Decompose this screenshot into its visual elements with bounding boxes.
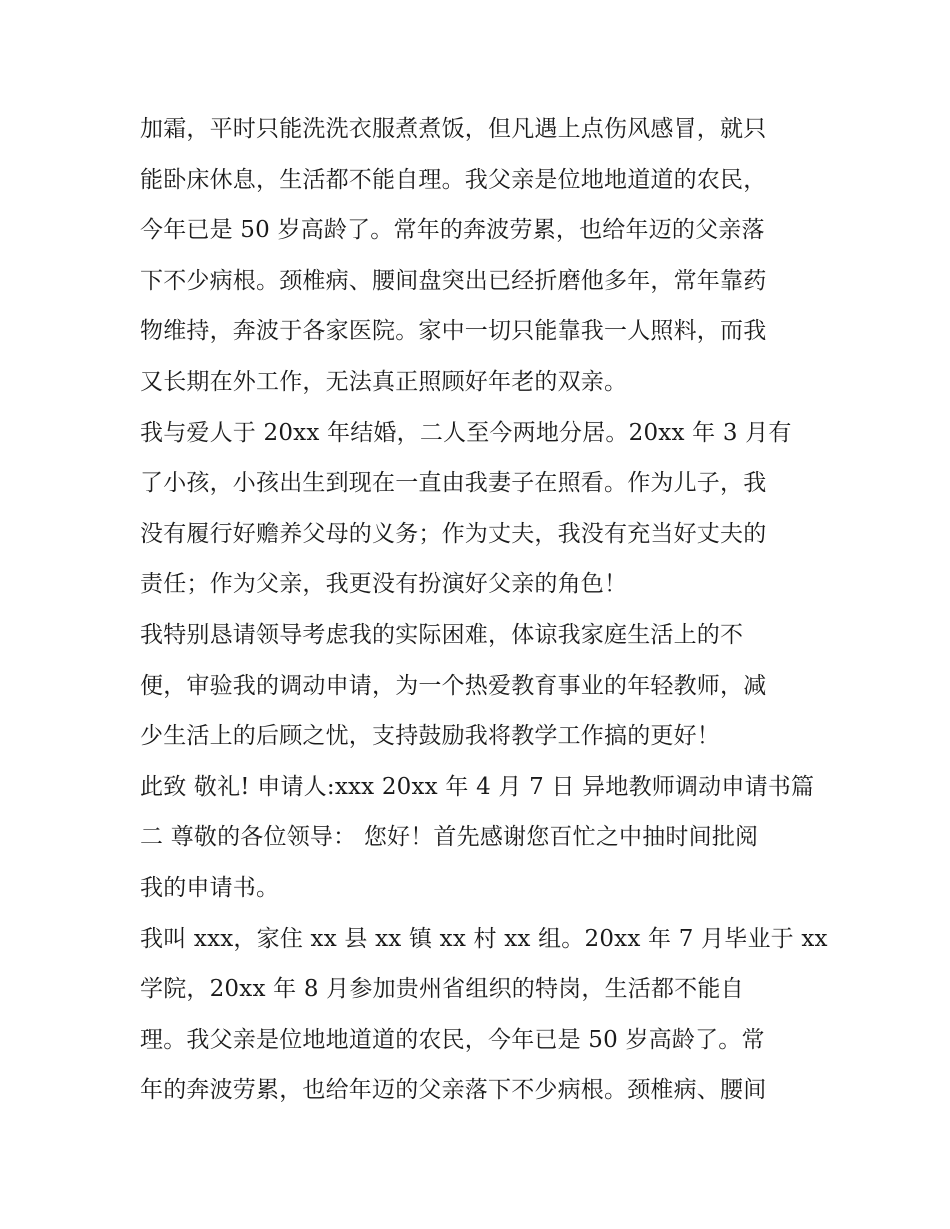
text-line: 没有履行好赡养父母的义务；作为丈夫，我没有充当好丈夫的 xyxy=(140,520,767,547)
text-line: 物维持，奔波于各家医院。家中一切只能靠我一人照料，而我 xyxy=(140,318,767,345)
text-line: 又长期在外工作，无法真正照顾好年老的双亲。 xyxy=(140,368,628,395)
text-line: 能卧床休息，生活都不能自理。我父亲是位地地道道的农民， xyxy=(140,166,767,193)
text-line: 此致 敬礼! 申请人:xxx 20xx 年 4 月 7 日 异地教师调动申请书篇 xyxy=(140,773,815,800)
text-line: 我与爱人于 20xx 年结婚，二人至今两地分居。20xx 年 3 月有 xyxy=(140,419,792,446)
text-line: 责任；作为父亲，我更没有扮演好父亲的角色！ xyxy=(140,571,628,598)
text-line: 二 尊敬的各位领导： 您好！首先感谢您百忙之中抽时间批阅 xyxy=(140,824,759,851)
text-line: 下不少病根。颈椎病、腰间盘突出已经折磨他多年，常年靠药 xyxy=(140,267,767,294)
text-line: 我的申请书。 xyxy=(140,874,280,901)
text-line: 学院，20xx 年 8 月参加贵州省组织的特岗，生活都不能自 xyxy=(140,976,744,1003)
text-line: 便，审验我的调动申请，为一个热爱教育事业的年轻教师，减 xyxy=(140,672,767,699)
text-line: 少生活上的后顾之忧，支持鼓励我将教学工作搞的更好！ xyxy=(140,723,720,750)
text-line: 我特别恳请领导考虑我的实际困难，体谅我家庭生活上的不 xyxy=(140,621,744,648)
text-line: 了小孩，小孩出生到现在一直由我妻子在照看。作为儿子，我 xyxy=(140,470,767,497)
document-text xyxy=(140,104,828,1116)
text-line: 加霜，平时只能洗洗衣服煮煮饭，但凡遇上点伤风感冒，就只 xyxy=(140,116,767,142)
text-line: 我叫 xxx，家住 xx 县 xx 镇 xx 村 xx 组。20xx 年 7 月毕业于 xx xyxy=(140,925,828,952)
text-line: 理。我父亲是位地地道道的农民，今年已是 50 岁高龄了。常 xyxy=(140,1026,765,1053)
text-line: 今年已是 50 岁高龄了。常年的奔波劳累，也给年迈的父亲落 xyxy=(140,217,765,244)
text-line: 年的奔波劳累，也给年迈的父亲落下不少病根。颈椎病、腰间 xyxy=(140,1077,767,1104)
